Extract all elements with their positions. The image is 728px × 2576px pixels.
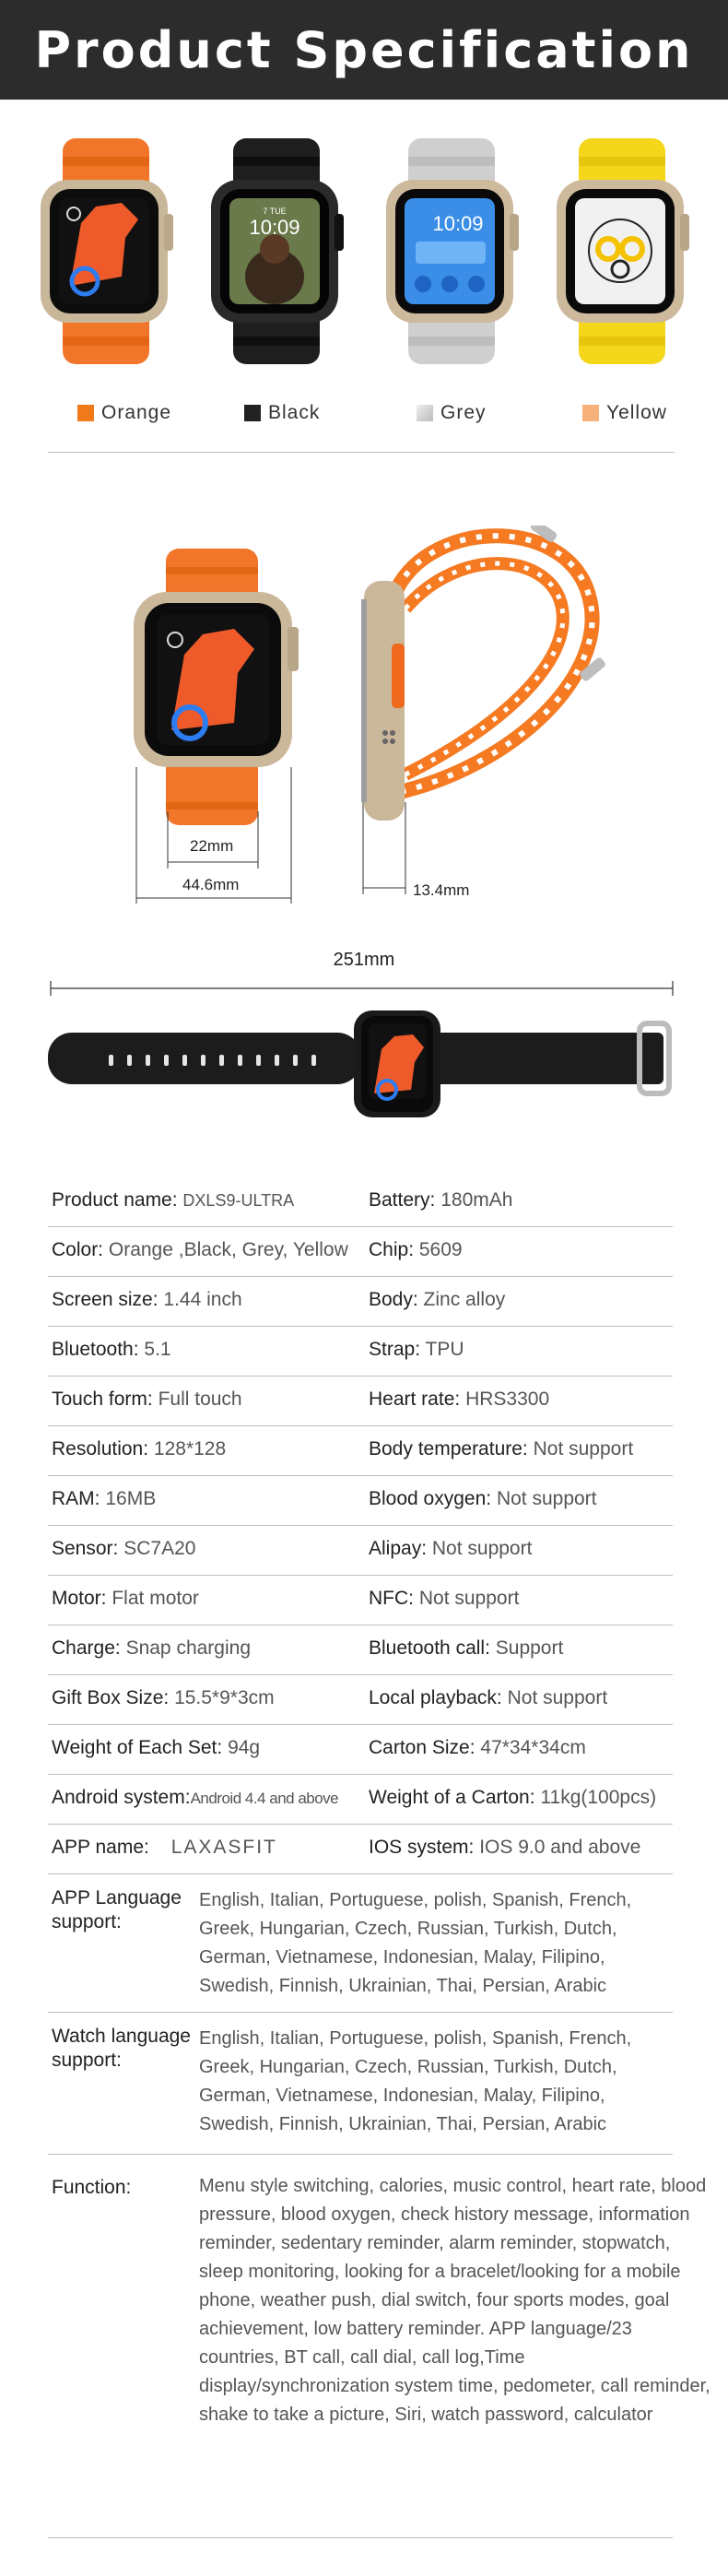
- spec-key: Local playback:: [369, 1687, 502, 1708]
- spec-row: [48, 1226, 673, 1277]
- spec-value: Not support: [533, 1438, 634, 1459]
- spec-value: English, Italian, Portuguese, polish, Spanish, French, Greek, Hungarian, Czech, Russian, Turkish, Dutch, German, Vietnamese, Indonesian, Malay, Filipino, Swedish, Finnish, Ukrainian, Thai, Persian, Arabic: [199, 1890, 632, 1996]
- spec-key: Battery:: [369, 1189, 436, 1211]
- spec-key: Charge:: [52, 1637, 121, 1659]
- spec-key: Carton Size:: [369, 1737, 476, 1758]
- spec-key: Body temperature:: [369, 1438, 528, 1459]
- spec-row-watch-language: [48, 2025, 673, 2155]
- watch-grey-image: [382, 138, 521, 364]
- spec-value: 47*34*34cm: [480, 1737, 586, 1758]
- spec-key: Bluetooth call:: [369, 1637, 490, 1659]
- spec-value: Snap charging: [125, 1637, 251, 1659]
- spec-key: RAM:: [52, 1488, 100, 1509]
- spec-value: Full touch: [158, 1388, 242, 1410]
- spec-key: Function:: [52, 2177, 132, 2198]
- spec-row: [48, 1724, 673, 1775]
- strap-width-label: 22mm: [190, 837, 234, 855]
- spec-value: 128*128: [153, 1438, 227, 1459]
- spec-value: 11kg(100pcs): [540, 1787, 657, 1808]
- spec-row: [48, 1276, 673, 1327]
- spec-value: SC7A20: [123, 1538, 196, 1559]
- spec-key: Touch form:: [52, 1388, 153, 1410]
- case-width-label: 44.6mm: [182, 876, 240, 893]
- spec-value: TPU: [425, 1339, 464, 1360]
- spec-row: [48, 1575, 673, 1625]
- spec-value: DXLS9-ULTRA: [182, 1191, 295, 1210]
- spec-row-app-language: [48, 1886, 673, 2013]
- spec-value: 5.1: [144, 1339, 171, 1360]
- spec-row: [48, 1425, 673, 1476]
- yellow-swatch: [582, 405, 599, 421]
- spec-row: [48, 1475, 673, 1526]
- spec-key: Weight of Each Set:: [52, 1737, 223, 1758]
- spec-row-function: [48, 2172, 710, 2538]
- spec-key: Heart rate:: [369, 1388, 461, 1410]
- length-label: 251mm: [333, 950, 395, 970]
- spec-key: APP name:: [52, 1837, 149, 1858]
- black-face-time: 10:09: [249, 216, 300, 239]
- spec-row: [48, 1376, 673, 1426]
- page-header: [0, 0, 728, 100]
- spec-value: Orange ,Black, Grey, Yellow: [108, 1239, 348, 1260]
- spec-value: 5609: [418, 1239, 463, 1260]
- color-name: Grey: [440, 402, 487, 423]
- spec-value: Zinc alloy: [423, 1289, 506, 1310]
- divider: [48, 452, 675, 453]
- orange-swatch: [77, 405, 94, 421]
- color-label-orange: [77, 402, 171, 424]
- spec-key: Color:: [52, 1239, 104, 1260]
- spec-value: Android 4.4 and above: [190, 1790, 339, 1807]
- spec-value: HRS3300: [465, 1388, 550, 1410]
- spec-value: Flat motor: [112, 1588, 199, 1609]
- watch-black-image: [207, 138, 346, 364]
- black-face-date: 7 TUE: [263, 207, 287, 216]
- length-drawing: [0, 975, 728, 1132]
- spec-key: Blood oxygen:: [369, 1488, 492, 1509]
- spec-value: Support: [495, 1637, 564, 1659]
- color-name: Yellow: [606, 402, 667, 423]
- spec-key: Product name:: [52, 1189, 178, 1211]
- watch-orange-image: [37, 138, 175, 364]
- spec-value: Not support: [507, 1687, 608, 1708]
- dimension-drawing: [0, 526, 728, 913]
- spec-value: Not support: [431, 1538, 533, 1559]
- color-label-grey: [417, 402, 487, 424]
- spec-value: Not support: [418, 1588, 520, 1609]
- color-variants: [0, 138, 728, 423]
- spec-row: [48, 1326, 673, 1377]
- spec-value: 180mAh: [440, 1189, 513, 1211]
- grey-swatch: [417, 405, 433, 421]
- spec-row: [48, 1525, 673, 1576]
- color-name: Black: [268, 402, 321, 423]
- spec-key: IOS system:: [369, 1837, 475, 1858]
- thickness-label: 13.4mm: [413, 881, 470, 899]
- spec-key: Gift Box Size:: [52, 1687, 170, 1708]
- color-label-yellow: [582, 402, 667, 424]
- spec-row: [48, 1674, 673, 1725]
- page-title: Product Specification: [34, 20, 694, 79]
- spec-key: Body:: [369, 1289, 418, 1310]
- watch-yellow-image: [553, 138, 691, 364]
- spec-key: Strap:: [369, 1339, 421, 1360]
- spec-value: Menu style switching, calories, music control, heart rate, blood pressure, blood oxygen, check history message, information reminder, sedentary reminder, alarm reminder, stopwatch, sleep monitoring, looking for a bracelet/looking for a mobile phone, weather push, dial switch, four sports modes, goal achievement, low battery reminder. APP language/23 countries, BT call, call dial, call log,Time display/synchronization system time, pedometer, call reminder, shake to take a picture, Siri, watch password, calculator: [199, 2176, 710, 2425]
- spec-value: IOS 9.0 and above: [479, 1837, 641, 1858]
- spec-key: Weight of a Carton:: [369, 1787, 535, 1808]
- spec-key: Android system:: [52, 1787, 191, 1808]
- color-name: Orange: [101, 402, 172, 423]
- spec-value: Not support: [496, 1488, 597, 1509]
- spec-key: Resolution:: [52, 1438, 149, 1459]
- spec-row: [48, 1176, 673, 1227]
- spec-row: [48, 1774, 673, 1825]
- spec-key: NFC:: [369, 1588, 414, 1609]
- spec-value: English, Italian, Portuguese, polish, Spanish, French, Greek, Hungarian, Czech, Russian, Turkish, Dutch, German, Vietnamese, Indonesian, Malay, Filipino, Swedish, Finnish, Ukrainian, Thai, Persian, Arabic: [199, 2028, 632, 2134]
- spec-key: Sensor:: [52, 1538, 119, 1559]
- spec-value: 16MB: [105, 1488, 157, 1509]
- spec-key: Chip:: [369, 1239, 415, 1260]
- spec-key: Motor:: [52, 1588, 107, 1609]
- spec-key: Alipay:: [369, 1538, 428, 1559]
- spec-row: [48, 1824, 673, 1874]
- spec-key: Watch language support:: [52, 2026, 191, 2071]
- spec-value: 94g: [228, 1737, 261, 1758]
- spec-key: APP Language support:: [52, 1887, 182, 1932]
- spec-key: Screen size:: [52, 1289, 159, 1310]
- spec-value: 15.5*9*3cm: [174, 1687, 275, 1708]
- color-label-black: [244, 402, 320, 424]
- spec-row: [48, 1625, 673, 1675]
- spec-value: LAXASFIT: [170, 1837, 277, 1858]
- spec-key: Bluetooth:: [52, 1339, 139, 1360]
- black-swatch: [244, 405, 261, 421]
- spec-value: 1.44 inch: [163, 1289, 242, 1310]
- grey-face-time: 10:09: [432, 212, 484, 235]
